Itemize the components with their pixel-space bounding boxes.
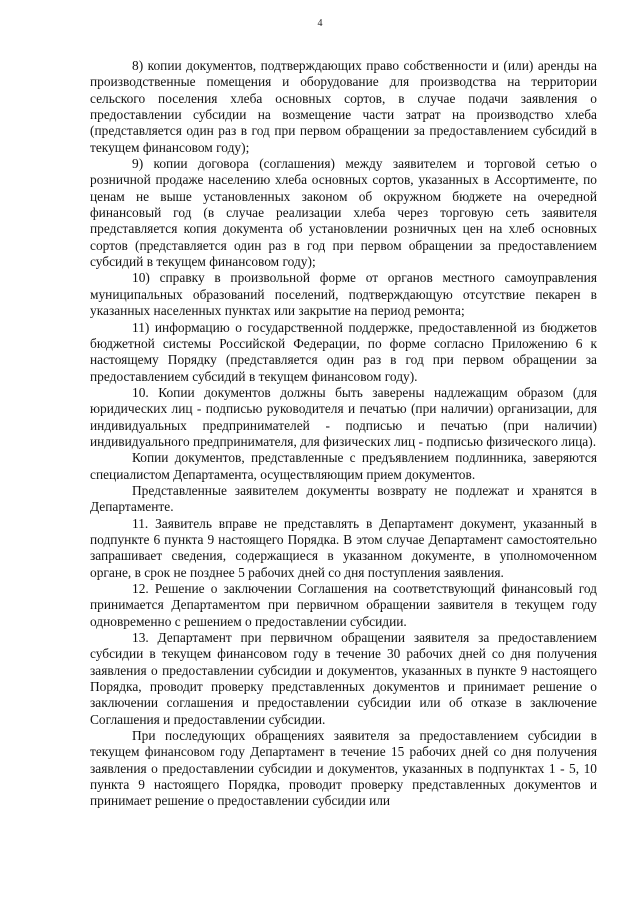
- paragraph-item-8: 8) копии документов, подтверждающих право собственности и (или) аренды на производственные помещения и оборудование для производства на территории сельского поселения хлеба основных сортов, в случае подачи заявления о предоставлении субсидии на возмещение части затрат на производство хлеба (представляется один раз в год при первом обращении за предоставлением субсидий в текущем финансовом году);: [90, 58, 597, 155]
- paragraph-clause-13: 13. Департамент при первичном обращении заявителя за предоставлением субсидии в текущем финансовом году в течение 30 рабочих дней со дня получения заявления о предоставлении субсидии и документов, указанных в пункте 9 настоящего Порядка, проводит проверку представленных документов и принимает решение о заключении соглашения и предоставлении субсидии или об отказе в заключение Соглашения и предоставлении субсидии.: [90, 630, 597, 727]
- paragraph-item-9: 9) копии договора (соглашения) между заявителем и торговой сетью о розничной продаже населению хлеба основных сортов, указанных в Ассортименте, по ценам не выше установленных законом об окружном бюджете на очередной финансовый год (в случае реализации хлеба через торговую сеть заявителя представляется копия документа об установлении розничных цен на хлеб основных сортов (представляется один раз в год при первом обращении за предоставлением субсидий в текущем финансовом году);: [90, 156, 597, 270]
- paragraph-clause-11: 11. Заявитель вправе не представлять в Департамент документ, указанный в подпункте 6 пункта 9 настоящего Порядка. В этом случае Департамент самостоятельно запрашивает сведения, содержащиеся в указанном документе, в уполномоченном органе, в срок не позднее 5 рабочих дней со дня поступления заявления.: [90, 515, 597, 580]
- paragraph-clause-12: 12. Решение о заключении Соглашения на соответствующий финансовый год принимается Департаментом при первичном обращении заявителя в текущем году одновременно с решением о предоставлении субсидии.: [90, 581, 597, 629]
- paragraph-copies-certification: Копии документов, представленные с предъявлением подлинника, заверяются специалистом Департамента, осуществляющим прием документов.: [90, 450, 597, 482]
- paragraph-item-11: 11) информацию о государственной поддержке, предоставленной из бюджетов бюджетной системы Российской Федерации, по форме согласно Приложению 6 к настоящему Порядку (представляется один раз в год при первом обращении за предоставлением субсидий в текущем финансовом году).: [90, 319, 597, 384]
- paragraph-clause-10: 10. Копии документов должны быть заверены надлежащим образом (для юридических лиц - подписью руководителя и печатью (при наличии) организации, для индивидуальных предпринимателей - подписью и печатью (при наличии) индивидуального предпринимателя, для физических лиц - подписью физического лица).: [90, 384, 597, 449]
- paragraph-documents-not-returned: Представленные заявителем документы возврату не подлежат и хранятся в Департаменте.: [90, 482, 597, 515]
- document-body: [90, 58, 597, 810]
- paragraph-subsequent-requests: При последующих обращениях заявителя за предоставлением субсидии в текущем финансовом году Департамент в течение 15 рабочих дней со дня получения заявления о предоставлении субсидии и документов, указанных в подпунктах 1 - 5, 10 пункта 9 настоящего Порядка, проводит проверку представленных документов и принимает решение о предоставлении субсидии или: [90, 728, 597, 809]
- paragraph-item-10: 10) справку в произвольной форме от органов местного самоуправления муниципальных образований поселений, подтверждающую отсутствие пекарен в указанных населенных пунктах или закрытие на период ремонта;: [90, 270, 597, 319]
- page-number: 4: [317, 18, 323, 29]
